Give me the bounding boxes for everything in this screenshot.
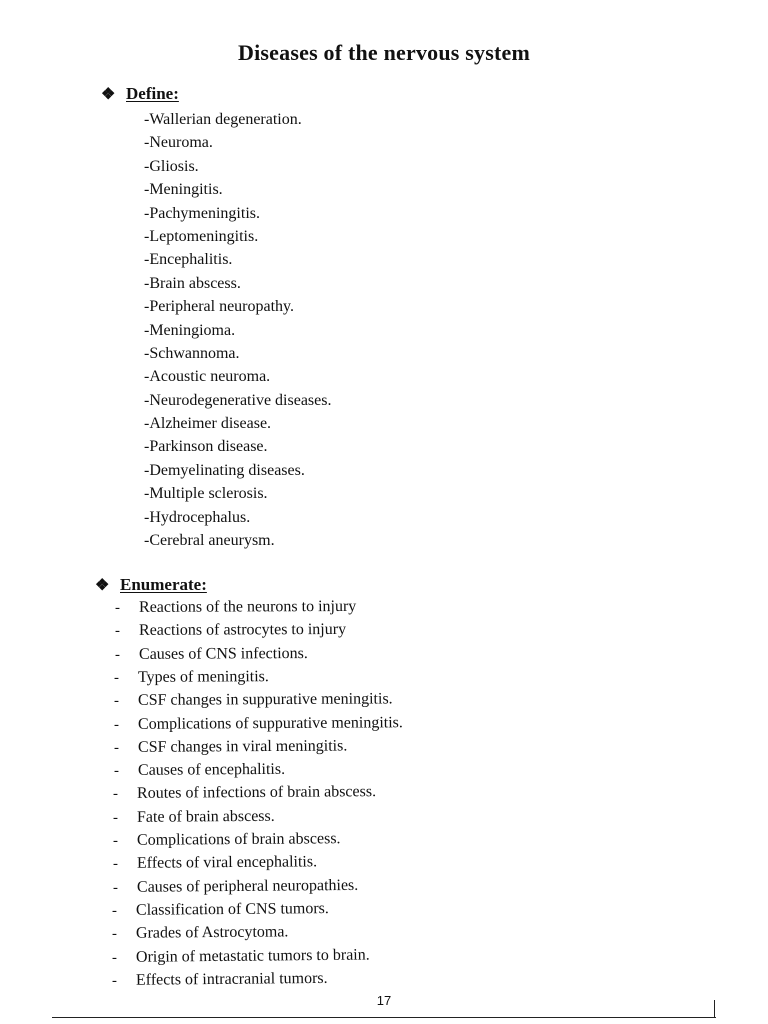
enumerate-item-text: Origin of metastatic tumors to brain. bbox=[135, 946, 370, 966]
define-item: -Hydrocephalus. bbox=[144, 508, 251, 526]
enumerate-item-text: Effects of viral encephalitis. bbox=[136, 853, 317, 873]
enumerate-item-text: CSF changes in suppurative meningitis. bbox=[138, 690, 393, 710]
define-item: -Alzheimer disease. bbox=[144, 415, 272, 433]
enumerate-item bbox=[112, 899, 329, 921]
enumerate-heading bbox=[95, 575, 207, 595]
enumerate-item bbox=[112, 969, 328, 991]
enumerate-item-text: Effects of intracranial tumors. bbox=[135, 969, 328, 989]
define-item: -Encephalitis. bbox=[144, 251, 233, 269]
dash-marker: - bbox=[111, 949, 118, 966]
dash-marker: - bbox=[114, 646, 120, 663]
define-heading-label: Define: bbox=[126, 84, 179, 103]
define-item: -Peripheral neuropathy. bbox=[144, 298, 295, 316]
enumerate-item bbox=[113, 875, 358, 897]
four-diamond-bullet-icon: ❖ bbox=[101, 86, 116, 103]
enumerate-item bbox=[113, 829, 341, 851]
enumerate-item bbox=[113, 806, 275, 827]
define-item: -Pachymeningitis. bbox=[144, 204, 260, 222]
dash-marker: - bbox=[111, 972, 117, 989]
define-list bbox=[144, 108, 331, 552]
enumerate-item bbox=[113, 783, 376, 805]
dash-marker: - bbox=[114, 693, 120, 710]
enumerate-item bbox=[112, 923, 289, 945]
enumerate-item bbox=[115, 644, 308, 665]
define-item: -Wallerian degeneration. bbox=[144, 111, 302, 128]
define-item: -Meningioma. bbox=[144, 321, 236, 339]
dash-marker: - bbox=[113, 739, 119, 756]
footer-rule-corner bbox=[714, 1000, 715, 1017]
enumerate-item bbox=[114, 713, 403, 735]
enumerate-item-text: Reactions of astrocytes to injury bbox=[138, 621, 346, 640]
enumerate-item-text: Complications of suppurative meningitis. bbox=[137, 713, 403, 733]
page-title: Diseases of the nervous system bbox=[238, 40, 530, 65]
enumerate-item-text: Reactions of the neurons to injury bbox=[138, 597, 357, 616]
enumerate-item bbox=[115, 597, 356, 618]
dash-marker: - bbox=[113, 716, 120, 733]
enumerate-item-text: Types of meningitis. bbox=[138, 668, 270, 686]
dash-marker: - bbox=[112, 832, 119, 849]
define-item: -Parkinson disease. bbox=[144, 438, 268, 456]
enumerate-item bbox=[114, 690, 393, 712]
dash-marker: - bbox=[114, 669, 120, 686]
enumerate-item bbox=[113, 853, 317, 875]
enumerate-item-text: Classification of CNS tumors. bbox=[136, 899, 330, 919]
footer-rule bbox=[52, 1017, 716, 1018]
enumerate-item bbox=[114, 760, 285, 781]
enumerate-item bbox=[112, 945, 370, 967]
enumerate-item-text: CSF changes in viral meningitis. bbox=[137, 737, 348, 756]
define-item: -Leptomeningitis. bbox=[144, 227, 259, 245]
dash-marker: - bbox=[113, 763, 119, 780]
dash-marker: - bbox=[112, 902, 118, 919]
define-heading bbox=[101, 84, 179, 104]
enumerate-item-text: Routes of infections of brain abscess. bbox=[137, 783, 377, 803]
define-item: -Multiple sclerosis. bbox=[144, 485, 268, 503]
dash-marker: - bbox=[112, 926, 118, 943]
define-item: -Acoustic neuroma. bbox=[144, 368, 271, 386]
dash-marker: - bbox=[114, 599, 121, 616]
define-item: -Cerebral aneurysm. bbox=[144, 532, 275, 550]
dash-marker: - bbox=[112, 856, 118, 873]
enumerate-item-text: Causes of encephalitis. bbox=[137, 760, 285, 779]
enumerate-item-text: Causes of CNS infections. bbox=[138, 644, 308, 663]
enumerate-item-text: Grades of Astrocytoma. bbox=[136, 923, 289, 942]
page-number: 17 bbox=[376, 993, 392, 1008]
enumerate-item bbox=[115, 620, 346, 641]
enumerate-heading-label: Enumerate: bbox=[120, 575, 207, 594]
enumerate-item bbox=[114, 736, 347, 758]
enumerate-item-text: Fate of brain abscess. bbox=[137, 807, 275, 826]
dash-marker: - bbox=[113, 809, 119, 826]
dash-marker: - bbox=[113, 786, 119, 803]
four-diamond-bullet-icon: ❖ bbox=[95, 577, 110, 594]
define-item: -Schwannoma. bbox=[144, 344, 240, 362]
define-item: -Gliosis. bbox=[144, 157, 199, 175]
dash-marker: - bbox=[112, 879, 118, 896]
enumerate-item-text: Complications of brain abscess. bbox=[136, 830, 341, 849]
define-item: -Meningitis. bbox=[144, 181, 223, 199]
define-item: -Neurodegenerative diseases. bbox=[144, 391, 332, 409]
define-item: -Brain abscess. bbox=[144, 274, 241, 292]
enumerate-item bbox=[114, 667, 269, 688]
define-item: -Demyelinating diseases. bbox=[144, 461, 305, 479]
enumerate-item-text: Causes of peripheral neuropathies. bbox=[136, 876, 358, 896]
define-item: -Neuroma. bbox=[144, 134, 213, 152]
dash-marker: - bbox=[114, 623, 120, 640]
